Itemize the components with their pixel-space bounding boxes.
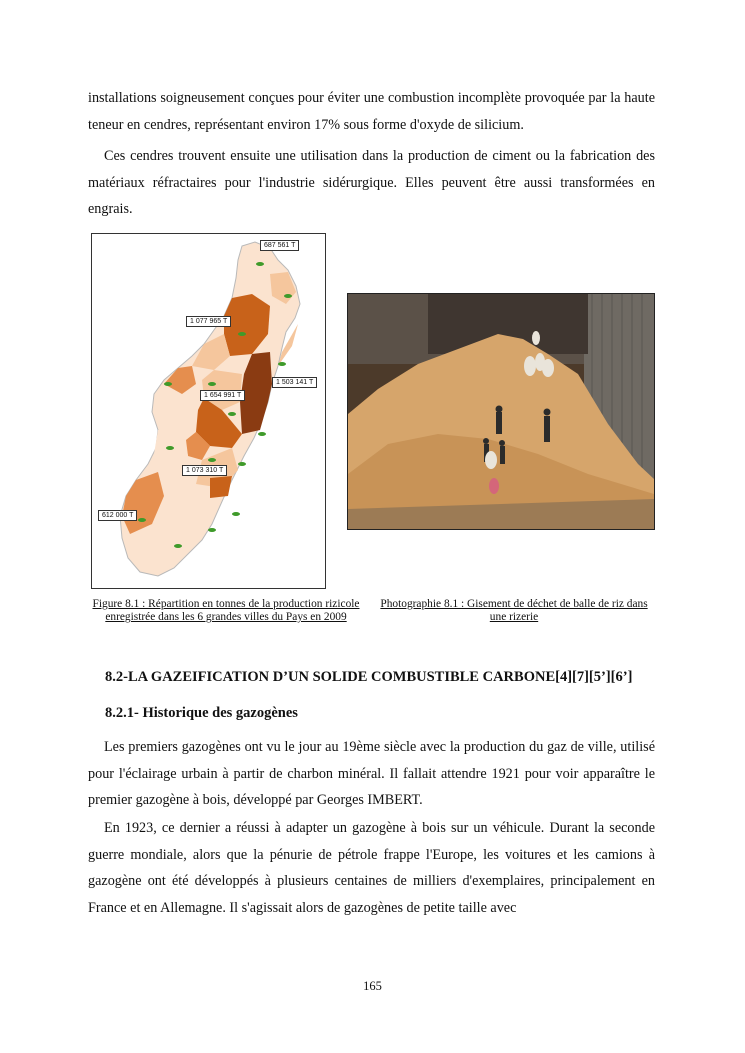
photo-caption: Photographie 8.1 : Gisement de déchet de balle de riz dans une rizerie [380,598,648,623]
map-label-4: 1 654 991 T [200,390,245,401]
subsection-heading: 8.2.1- Historique des gazogènes [105,705,298,721]
paragraph-4: En 1923, ce dernier a réussi à adapter un gazogène à bois sur un véhicule. Durant la seconde guerre mondiale, alors que la pénurie de pétrole frappe l'Europe, les voitures et les camions à gazogène ont été développés à plusieurs centaines de milliers d'exemplaires, principalement en France et en Allemagne. Il s'agissait alors de gazogènes de petite taille avec [88,820,655,916]
paragraph-1: installations soigneusement conçues pour éviter une combustion incomplète provoquée par la haute teneur en cendres, représentant environ 17% sous forme d'oxyde de silicium. [88,90,655,133]
page-number: 165 [363,979,382,993]
section-heading: 8.2-LA GAZEIFICATION D’UN SOLIDE COMBUSTIBLE CARBONE[4][7][5’][6’] [105,669,633,685]
madagascar-map-graphic [92,234,325,588]
map-label-2: 1 077 965 T [186,316,231,327]
rice-husk-pile-image [348,294,654,529]
rice-production-map [91,233,326,589]
rice-husk-photo [347,293,655,530]
paragraph-3: Les premiers gazogènes ont vu le jour au 19ème siècle avec la production du gaz de ville, utilisé pour l'éclairage urbain à partir de charbon minéral. Il fallait attendre 1921 pour voir apparaître le premier gazogène à bois, développé par Georges IMBERT. [88,739,655,808]
map-label-1: 687 561 T [260,240,299,251]
map-label-3: 1 503 141 T [272,377,317,388]
map-label-6: 612 000 T [98,510,137,521]
map-caption: Figure 8.1 : Répartition en tonnes de la production rizicole enregistrée dans les 6 grandes villes du Pays en 2009 [92,598,360,623]
map-label-5: 1 073 310 T [182,465,227,476]
paragraph-2: Ces cendres trouvent ensuite une utilisation dans la production de ciment ou la fabrication des matériaux réfractaires pour l'industrie sidérurgique. Elles peuvent être aussi transformées en engrais. [88,148,655,217]
